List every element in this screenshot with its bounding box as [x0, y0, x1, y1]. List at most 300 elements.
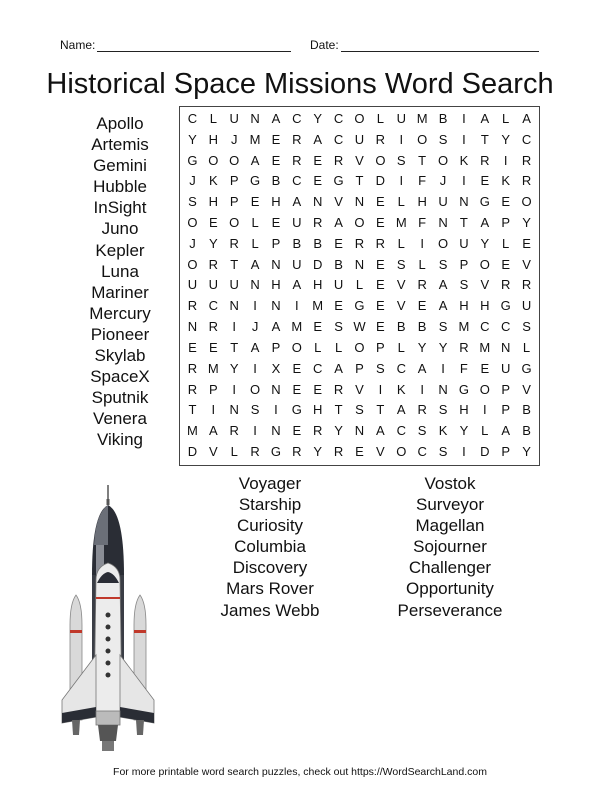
- grid-cell: P: [208, 381, 218, 397]
- grid-cell: O: [250, 381, 261, 397]
- grid-cell: O: [375, 152, 386, 168]
- grid-cell: I: [295, 298, 299, 314]
- word-item: Surveyor: [415, 495, 485, 515]
- grid-cell: R: [187, 360, 198, 376]
- grid-cell: H: [459, 402, 469, 418]
- grid-cell: S: [438, 444, 448, 460]
- word-item: Artemis: [91, 135, 149, 155]
- grid-cell: L: [397, 339, 405, 355]
- grid-cell: N: [354, 423, 365, 439]
- grid-cell: Y: [438, 339, 448, 355]
- grid-cell: H: [313, 402, 323, 418]
- grid-cell: S: [376, 360, 385, 376]
- grid-cell: B: [522, 402, 531, 418]
- grid-cell: U: [292, 256, 302, 272]
- grid-cell: T: [230, 339, 239, 355]
- grid-cell: T: [418, 152, 427, 168]
- grid-cell: H: [459, 298, 469, 314]
- grid-cell: M: [249, 131, 261, 147]
- grid-cell: S: [438, 402, 448, 418]
- grid-cell: P: [376, 339, 385, 355]
- grid-cell: L: [209, 110, 217, 126]
- grid-cell: A: [438, 277, 448, 293]
- grid-cell: W: [353, 319, 366, 335]
- grid-cell: E: [376, 277, 385, 293]
- grid-cell: I: [441, 360, 445, 376]
- grid-cell: O: [417, 131, 428, 147]
- date-field[interactable]: [310, 38, 539, 52]
- grid-cell: P: [501, 381, 510, 397]
- grid-cell: V: [376, 444, 385, 460]
- grid-cell: M: [187, 423, 198, 439]
- grid-cell: E: [501, 194, 510, 210]
- grid-cell: A: [438, 298, 448, 314]
- grid-cell: U: [396, 110, 406, 126]
- grid-cell: N: [354, 194, 365, 210]
- grid-cell: E: [313, 319, 323, 335]
- grid-cell: G: [354, 298, 365, 314]
- grid-cell: K: [459, 152, 469, 168]
- grid-cell: E: [334, 298, 343, 314]
- grid-cell: R: [187, 298, 198, 314]
- grid-cell: R: [480, 152, 490, 168]
- grid-cell: H: [208, 194, 218, 210]
- grid-cell: Y: [188, 131, 197, 147]
- grid-cell: A: [250, 339, 260, 355]
- grid-cell: Y: [522, 444, 531, 460]
- grid-cell: A: [250, 256, 260, 272]
- grid-cell: U: [187, 277, 198, 293]
- grid-cell: J: [439, 173, 447, 189]
- grid-cell: O: [521, 194, 532, 210]
- grid-cell: O: [437, 152, 449, 168]
- word-item: Gemini: [93, 156, 147, 176]
- grid-cell: U: [521, 298, 532, 314]
- grid-cell: D: [187, 444, 198, 460]
- grid-cell: R: [354, 235, 365, 251]
- grid-cell: R: [313, 423, 323, 439]
- grid-cell: R: [333, 444, 344, 460]
- grid-cell: C: [333, 131, 344, 147]
- grid-cell: S: [250, 402, 260, 418]
- word-item: Mars Rover: [226, 579, 314, 599]
- footer-text: For more printable word search puzzles, check out https://WordSearchLand.com: [113, 766, 487, 778]
- grid-cell: R: [313, 215, 323, 231]
- grid-cell: S: [438, 131, 448, 147]
- name-line[interactable]: [97, 39, 291, 52]
- grid-cell: C: [396, 360, 406, 376]
- grid-cell: E: [355, 444, 364, 460]
- grid-cell: E: [334, 235, 343, 251]
- grid-cell: A: [250, 152, 260, 168]
- grid-cell: I: [462, 173, 466, 189]
- grid-cell: O: [229, 215, 240, 231]
- grid-cell: G: [521, 360, 532, 376]
- grid-cell: C: [208, 298, 218, 314]
- grid-cell: O: [354, 339, 365, 355]
- grid-cell: P: [501, 215, 510, 231]
- grid-cell: V: [334, 194, 343, 210]
- grid-cell: U: [229, 277, 239, 293]
- grid-cell: D: [480, 444, 490, 460]
- grid-cell: I: [420, 381, 424, 397]
- grid-cell: E: [292, 381, 302, 397]
- grid-cell: X: [271, 360, 281, 376]
- grid-cell: L: [334, 339, 343, 355]
- page-title: Historical Space Missions Word Search: [46, 68, 554, 100]
- grid-cell: E: [417, 298, 427, 314]
- grid-cell: E: [313, 173, 323, 189]
- grid-cell: H: [480, 298, 490, 314]
- word-item: Challenger: [408, 558, 492, 578]
- grid-cell: R: [208, 256, 218, 272]
- grid-cell: J: [189, 235, 196, 251]
- grid-cell: C: [396, 423, 406, 439]
- grid-cell: E: [208, 215, 218, 231]
- grid-cell: R: [500, 277, 511, 293]
- grid-cell: C: [480, 319, 490, 335]
- word-item: Starship: [238, 495, 302, 515]
- grid-cell: C: [313, 360, 323, 376]
- word-item: Mercury: [89, 303, 151, 323]
- grid-cell: L: [397, 194, 405, 210]
- grid-cell: N: [500, 339, 511, 355]
- grid-cell: N: [438, 381, 448, 397]
- grid-cell: S: [417, 423, 427, 439]
- grid-cell: R: [521, 277, 532, 293]
- grid-cell: Y: [459, 423, 469, 439]
- grid-cell: E: [292, 360, 302, 376]
- grid-cell: P: [459, 256, 469, 272]
- grid-cell: S: [396, 152, 406, 168]
- grid-cell: Y: [313, 444, 323, 460]
- grid-cell: I: [211, 402, 216, 418]
- word-item: Juno: [101, 219, 139, 239]
- grid-cell: G: [270, 444, 282, 460]
- grid-cell: R: [187, 381, 198, 397]
- grid-cell: S: [522, 319, 531, 335]
- grid-cell: L: [355, 277, 364, 293]
- grid-cell: R: [229, 235, 239, 251]
- word-item: Mariner: [91, 282, 149, 302]
- grid-cell: H: [208, 131, 218, 147]
- grid-cell: O: [187, 215, 198, 231]
- grid-cell: O: [208, 152, 219, 168]
- word-item: Perseverance: [397, 600, 503, 620]
- grid-cell: A: [480, 215, 490, 231]
- word-item: Voyager: [238, 474, 302, 493]
- grid-cell: K: [396, 381, 406, 397]
- word-list-middle: [200, 473, 340, 621]
- grid-cell: U: [229, 110, 239, 126]
- grid-cell: T: [355, 173, 364, 189]
- grid-cell: E: [313, 152, 323, 168]
- grid-cell: M: [312, 298, 324, 314]
- grid-cell: N: [459, 194, 469, 210]
- grid-cell: L: [522, 339, 531, 355]
- grid-cell: R: [417, 402, 427, 418]
- grid-cell: C: [292, 110, 302, 126]
- grid-cell: Y: [417, 339, 427, 355]
- grid-cell: R: [375, 131, 386, 147]
- grid-cell: G: [458, 381, 469, 397]
- grid-cell: L: [502, 110, 510, 126]
- grid-cell: I: [253, 423, 257, 439]
- grid-cell: A: [313, 131, 323, 147]
- grid-cell: O: [229, 152, 240, 168]
- word-item: James Webb: [220, 600, 320, 620]
- grid-cell: U: [292, 215, 302, 231]
- grid-cell: T: [480, 131, 489, 147]
- word-item: Discovery: [232, 558, 308, 578]
- grid-cell: A: [417, 360, 427, 376]
- grid-cell: E: [376, 215, 385, 231]
- grid-cell: M: [291, 319, 303, 335]
- grid-cell: V: [396, 277, 406, 293]
- grid-cell: L: [314, 339, 322, 355]
- word-item: Luna: [101, 261, 139, 281]
- grid-cell: N: [250, 110, 260, 126]
- grid-cell: Y: [208, 235, 218, 251]
- grid-cell: P: [355, 360, 364, 376]
- grid-cell: F: [459, 360, 468, 376]
- grid-cell: M: [458, 319, 470, 335]
- grid-cell: E: [271, 215, 281, 231]
- grid-cell: I: [232, 319, 236, 335]
- grid-cell: L: [230, 444, 238, 460]
- grid-cell: P: [229, 173, 239, 189]
- grid-cell: H: [313, 277, 323, 293]
- grid-cell: E: [271, 152, 281, 168]
- grid-cell: S: [334, 319, 343, 335]
- grid-cell: V: [480, 277, 490, 293]
- grid-cell: N: [354, 256, 365, 272]
- grid-cell: G: [187, 152, 198, 168]
- grid-cell: Y: [480, 235, 490, 251]
- grid-cell: N: [250, 277, 260, 293]
- grid-cell: O: [187, 256, 198, 272]
- grid-cell: P: [229, 194, 239, 210]
- grid-cell: C: [521, 131, 532, 147]
- grid-cell: A: [334, 360, 343, 376]
- grid-cell: V: [355, 152, 364, 168]
- grid-cell: T: [230, 256, 239, 272]
- grid-cell: T: [188, 402, 197, 418]
- grid-cell: A: [376, 423, 385, 439]
- date-line[interactable]: [341, 39, 539, 52]
- grid-cell: L: [251, 215, 259, 231]
- grid-cell: A: [480, 110, 490, 126]
- grid-cell: R: [375, 235, 386, 251]
- grid-cell: A: [271, 319, 281, 335]
- grid-cell: E: [250, 194, 260, 210]
- grid-cell: E: [376, 319, 385, 335]
- word-item: Sputnik: [91, 388, 149, 408]
- grid-cell: V: [208, 444, 218, 460]
- grid-cell: Y: [334, 423, 343, 439]
- grid-cell: M: [416, 110, 428, 126]
- grid-cell: B: [396, 319, 406, 335]
- grid-cell: R: [292, 444, 302, 460]
- grid-cell: C: [187, 110, 198, 126]
- grid-cell: K: [438, 423, 448, 439]
- grid-cell: P: [271, 339, 281, 355]
- word-list-right: [380, 473, 520, 621]
- grid-cell: Y: [229, 360, 239, 376]
- grid-cell: A: [522, 110, 531, 126]
- grid-cell: U: [354, 131, 365, 147]
- grid-cell: E: [501, 256, 510, 272]
- grid-cell: T: [334, 402, 343, 418]
- grid-cell: M: [395, 215, 407, 231]
- grid-cell: C: [500, 319, 511, 335]
- grid-cell: F: [418, 173, 427, 189]
- grid-cell: M: [207, 360, 219, 376]
- grid-cell: V: [355, 381, 364, 397]
- grid-cell: I: [462, 444, 466, 460]
- grid-cell: N: [271, 381, 281, 397]
- grid-cell: D: [313, 256, 323, 272]
- grid-cell: E: [292, 423, 302, 439]
- letter-grid: [179, 106, 540, 466]
- grid-cell: I: [232, 381, 236, 397]
- grid-cell: I: [462, 131, 466, 147]
- grid-cell: E: [188, 339, 197, 355]
- grid-cell: U: [438, 194, 448, 210]
- grid-cell: U: [333, 277, 344, 293]
- grid-cell: K: [501, 173, 510, 189]
- grid-cell: N: [187, 319, 198, 335]
- space-shuttle-icon: [56, 485, 160, 755]
- grid-cell: L: [397, 235, 405, 251]
- word-item: Magellan: [415, 516, 485, 536]
- grid-cell: G: [333, 173, 344, 189]
- word-item: Curiosity: [236, 516, 304, 536]
- grid-cell: S: [438, 256, 448, 272]
- grid-cell: P: [271, 235, 281, 251]
- grid-cell: J: [251, 319, 259, 335]
- grid-cell: G: [500, 298, 511, 314]
- grid-cell: O: [354, 215, 365, 231]
- grid-cell: L: [481, 423, 489, 439]
- grid-cell: T: [376, 402, 385, 418]
- grid-cell: R: [417, 277, 427, 293]
- grid-cell: V: [396, 298, 406, 314]
- grid-cell: V: [522, 381, 531, 397]
- grid-cell: K: [208, 173, 218, 189]
- grid-cell: H: [271, 194, 281, 210]
- word-item: Hubble: [93, 177, 147, 197]
- grid-cell: R: [333, 152, 344, 168]
- grid-cell: J: [189, 173, 196, 189]
- grid-cell: R: [459, 339, 469, 355]
- word-item: SpaceX: [90, 367, 150, 387]
- grid-cell: R: [292, 152, 302, 168]
- grid-cell: A: [292, 194, 302, 210]
- word-item: Apollo: [96, 114, 144, 133]
- grid-cell: T: [459, 215, 468, 231]
- word-item: Skylab: [94, 346, 146, 366]
- grid-cell: A: [334, 215, 343, 231]
- grid-cell: E: [480, 360, 490, 376]
- grid-cell: O: [396, 444, 407, 460]
- grid-cell: I: [399, 173, 404, 189]
- word-item: Kepler: [95, 240, 145, 260]
- word-item: Venera: [93, 409, 147, 429]
- grid-cell: I: [482, 402, 487, 418]
- grid-cell: P: [501, 444, 510, 460]
- grid-cell: N: [229, 298, 239, 314]
- grid-cell: N: [271, 298, 281, 314]
- grid-cell: I: [378, 381, 383, 397]
- grid-cell: S: [188, 194, 197, 210]
- grid-cell: N: [438, 215, 448, 231]
- grid-cell: E: [376, 256, 385, 272]
- word-item: Opportunity: [406, 579, 494, 599]
- grid-cell: I: [274, 402, 278, 418]
- grid-cell: Y: [501, 131, 510, 147]
- grid-cell: M: [479, 339, 491, 355]
- grid-cell: S: [438, 319, 448, 335]
- grid-cell: V: [522, 256, 531, 272]
- grid-cell: S: [355, 402, 364, 418]
- date-label: Date:: [310, 38, 339, 52]
- grid-cell: N: [271, 256, 281, 272]
- grid-cell: B: [417, 319, 427, 335]
- grid-cell: B: [522, 423, 531, 439]
- grid-cell: E: [208, 339, 218, 355]
- grid-cell: L: [376, 110, 384, 126]
- grid-cell: I: [420, 235, 424, 251]
- grid-cell: J: [230, 131, 238, 147]
- grid-cell: U: [208, 277, 218, 293]
- grid-cell: O: [291, 339, 302, 355]
- grid-cell: E: [376, 298, 385, 314]
- word-item: Sojourner: [413, 537, 487, 557]
- grid-cell: Y: [522, 215, 531, 231]
- grid-cell: S: [459, 277, 469, 293]
- grid-cell: I: [462, 110, 466, 126]
- grid-cell: R: [333, 381, 344, 397]
- grid-cell: E: [313, 381, 323, 397]
- grid-cell: Y: [313, 110, 323, 126]
- grid-cell: A: [501, 423, 510, 439]
- grid-cell: L: [502, 235, 510, 251]
- word-item: Pioneer: [90, 324, 150, 344]
- word-list-left: [70, 113, 170, 451]
- grid-cell: C: [292, 173, 302, 189]
- grid-cell: N: [313, 194, 323, 210]
- grid-cell: S: [396, 256, 406, 272]
- grid-cell: A: [271, 110, 281, 126]
- grid-cell: U: [459, 235, 469, 251]
- name-field[interactable]: [60, 38, 291, 52]
- grid-cell: R: [521, 173, 532, 189]
- grid-cell: A: [208, 423, 218, 439]
- grid-cell: I: [253, 360, 257, 376]
- grid-cell: B: [271, 173, 281, 189]
- grid-cell: F: [418, 215, 427, 231]
- grid-cell: B: [313, 235, 323, 251]
- grid-cell: E: [376, 194, 385, 210]
- grid-cell: A: [396, 402, 406, 418]
- word-item: Vostok: [424, 474, 476, 493]
- grid-cell: B: [334, 256, 343, 272]
- grid-cell: R: [208, 319, 218, 335]
- grid-cell: N: [229, 402, 239, 418]
- grid-cell: G: [291, 402, 302, 418]
- grid-cell: L: [251, 235, 259, 251]
